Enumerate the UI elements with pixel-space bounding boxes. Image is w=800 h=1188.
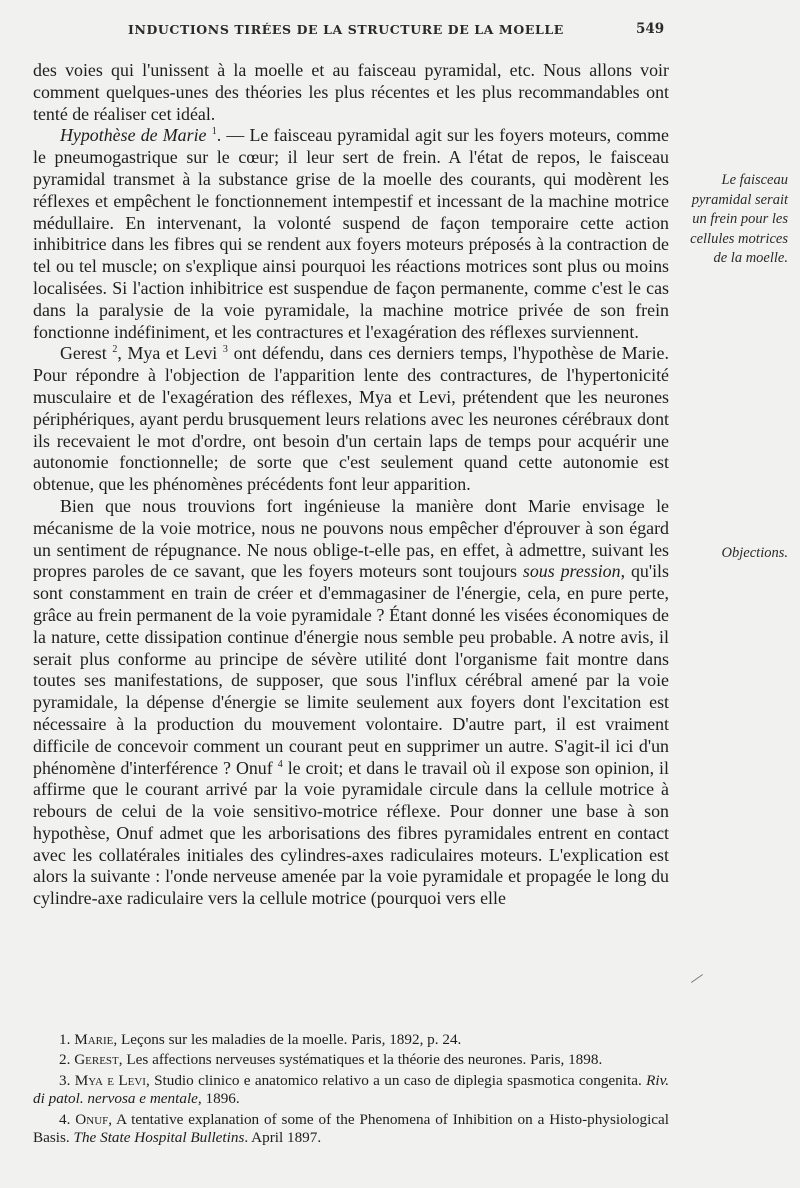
margin-note-objections: Objections. [721,545,788,561]
footnote-number: 3. [59,1071,71,1089]
mya-levi-text: , Mya et Levi [117,343,218,364]
page-number: 549 [636,21,665,37]
gerest-name: Gerest [60,343,107,364]
footnote-text: , A tentative explanation of some of the Phenomena of Inhibition on a Histo-physiological Basis. [33,1110,669,1147]
footnote-author: Onuf [75,1110,109,1128]
running-head: INDUCTIONS TIRÉES DE LA STRUCTURE DE LA MOELLE [128,22,564,37]
footnote-4 [33,1111,669,1148]
footnote-text: , Les affections nerveuses systématiques et la théorie des neurones. Paris, 1898. [118,1051,603,1069]
paragraph-marie-hypothesis [33,125,669,343]
footnote-ref-1: 1 [211,126,217,138]
footnote-journal: The State Hospital Bulletins [73,1129,245,1147]
footnote-ref-2: 2 [112,344,118,356]
footnote-author: Gerest [74,1051,119,1069]
footnote-ref-3: 3 [222,344,228,356]
footnote-text: , Leçons sur les maladies de la moelle. Paris, 1892, p. 24. [113,1031,462,1048]
footnote-number: 4. [59,1110,71,1128]
footnote-journal: Riv. di patol. nervosa e mentale [33,1071,670,1108]
main-text [33,60,669,910]
margin-note-frein: Le faisceau pyramidal serait un frein pour les cellules motrices de la moelle. [690,172,788,267]
pencil-mark [691,974,703,983]
sous-pression-italic: sous pression [522,561,621,582]
paragraph-continuation: des voies qui l'unissent à la moelle et au faisceau pyramidal, etc. Nous allons voir comment quelques-unes des théories les plus récentes et les plus recommandables ont tenté de réaliser cet idéal. [33,60,669,124]
footnote-1 [33,1031,669,1049]
objections-text-b: , qu'ils sont constamment en train de créer et d'emmagasiner de l'énergie, cela, en pure perte, grâce au frein permanent de la voie pyramidale ? Étant donné les visées économiques de la nature, cette dissipation continue d'énergie nous semble peu probable. A notre avis, il serait plus conforme au principe de sévère utilité dont l'organisme fait montre dans toutes ses manifestations, de supposer, que sous l'influx cérébral amené par la voie pyramidale, la dépense d'énergie se limite seulement aux foyers dont l'excitation est nécessaire à la production du mouvement volontaire. D'autre part, il est vraiment difficile de concevoir comment un courant peut en supprimer un autre. S'agit-il ici d'un phénomène d'interférence ? Onuf [33,561,669,778]
footnote-number: 2. [59,1051,71,1069]
footnotes [33,1031,669,1149]
hypothesis-title: Hypothèse de Marie [60,125,207,146]
footnote-year: , 1896. [197,1090,240,1108]
paragraph-gerest [33,343,669,496]
objections-text-c: le croit; et dans le travail où il expose son opinion, il affirme que le courant arrivé par la voie pyramidale circule dans la cellule motrice à rebours de celui de la voie sensitivo-motrice réflexe. Pour donner une base à son hypothèse, Onuf admet que les arborisations des fibres pyramidales entrent en contact avec les collatérales initiales des cylindres-axes radiculaires moteurs. L'explication est alors la suivante : l'onde nerveuse amenée par la voie pyramidale et propagée le long du cylindre-axe radiculaire vers la cellule motrice (pourquoi vers elle [33,757,669,909]
footnote-year: . April 1897. [244,1129,322,1147]
hypothesis-body: . — Le faisceau pyramidal agit sur les foyers moteurs, comme le pneumogastrique sur le cœur; il leur sert de frein. A l'état de repos, le faisceau pyramidal transmet à la substance grise de la moelle des courants, qui modèrent les réflexes et empêchent le fonctionnement intempestif et incessant de la machine motrice médullaire. En intervenant, la volonté suspend de façon temporaire cette action inhibitrice dans les fibres qui se rendent aux foyers moteurs préposés à la contraction de tel ou tel muscle; on s'explique ainsi pourquoi les réactions motrices sont plus ou moins localisées. Si l'action inhibitrice est suspendue de façon permanente, comme c'est le cas dans la paralysie de la voie pyramidale, la machine motrice privée de son frein fonctionne indéfiniment, et les contractures et l'exagération des réflexes surviennent. [33,125,669,342]
footnote-ref-4: 4 [277,758,283,770]
footnote-author: Mya e Levi [74,1071,146,1089]
objections-text-a: Bien que nous trouvions fort ingénieuse la manière dont Marie envisage le mécanisme de la voie motrice, nous ne pouvons nous empêcher d'éprouver à son égard un sentiment de répugnance. Ne nous oblige-t-elle pas, en effet, à admettre, suivant les propres paroles de ce savant, que les foyers moteurs sont toujours [33,495,669,582]
footnote-3 [33,1072,669,1109]
footnote-2 [33,1051,669,1069]
paragraph-objections [33,496,669,910]
footnote-number: 1. [59,1031,71,1048]
footnote-text: , Studio clinico e anatomico relativo a un caso de diplegia spasmotica congenita. [145,1071,647,1089]
footnote-author: Marie [74,1031,114,1048]
gerest-body: ont défendu, dans ces derniers temps, l'hypothèse de Marie. Pour répondre à l'objection de l'apparition lente des contractures, de l'hypertonicité musculaire et de l'exagération des réflexes, Mya et Levi, prétendent que les neurones périphériques, ayant perdu brusquement leurs relations avec les neurones cérébraux dont ils recevaient le mot d'ordre, ont besoin d'un certain laps de temps pour acquérir une autonomie fonctionnelle; de sorte que c'est seulement quand cette autonomie est obtenue, que les phénomènes précédents font leur apparition. [33,343,669,495]
